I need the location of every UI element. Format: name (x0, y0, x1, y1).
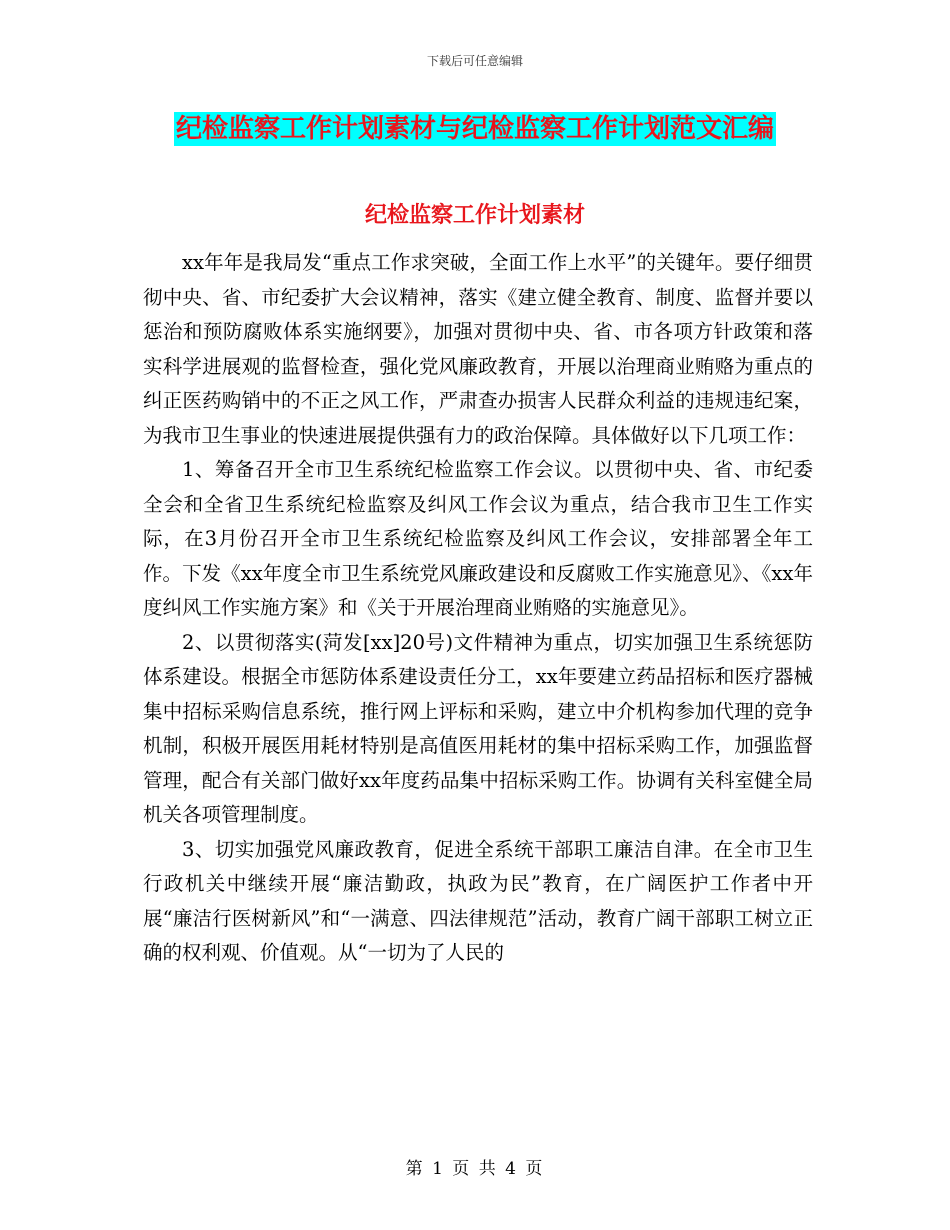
paragraph-item-3: 3、切实加强党风廉政教育，促进全系统干部职工廉洁自津。在全市卫生行政机关中继续开展“廉洁勤政，执政为民”教育，在广阔医护工作者中开展“廉洁行医树新风”和“一满意、四法律规范”活动，教育广阔干部职工树立正确的权利观、价值观。从“一切为了人民的 (143, 837, 813, 964)
page-number: 第 1 页 共 4 页 (405, 1159, 545, 1179)
page-header-note: 下载后可任意编辑 (426, 54, 523, 68)
document-title (0, 108, 950, 145)
document-body (143, 246, 813, 971)
paragraph-item-1: 1、筹备召开全市卫生系统纪检监察工作会议。以贯彻中央、省、市纪委全会和全省卫生系统纪检监察及纠风工作会议为重点，结合我市卫生工作实际，在3月份召开全市卫生系统纪检监察及纠风工作会议，安排部署全年工作。下发《xx年度全市卫生系统党风廉政建设和反腐败工作实施意见》、《xx年度纠风工作实施方案》和《关于开展治理商业贿赂的实施意见》。 (143, 458, 813, 619)
document-title-text: 纪检监察工作计划素材与纪检监察工作计划范文汇编 (175, 114, 774, 144)
paragraph-intro: xx年年是我局发“重点工作求突破，全面工作上水平”的关键年。要仔细贯彻中央、省、市纪委扩大会议精神，落实《建立健全教育、制度、监督并要以惩治和预防腐败体系实施纲要》，加强对贯彻中央、省、市各项方针政策和落实科学进展观的监督检查，强化党风廉政教育，开展以治理商业贿赂为重点的纠正医药购销中的不正之风工作，严肃查办损害人民群众利益的违规违纪案，为我市卫生事业的快速进展提供强有力的政治保障。具体做好以下几项工作： (143, 251, 813, 447)
paragraph-item-2: 2、以贯彻落实(菏发[xx]20号)文件精神为重点，切实加强卫生系统惩防体系建设。根据全市惩防体系建设责任分工，xx年要建立药品招标和医疗器械集中招标采购信息系统，推行网上评标和采购，建立中介机构参加代理的竞争机制，积极开展医用耗材特别是高值医用耗材的集中招标采购工作，加强监督管理，配合有关部门做好xx年度药品集中招标采购工作。协调有关科室健全局机关各项管理制度。 (143, 630, 813, 826)
section-title: 纪检监察工作计划素材 (364, 203, 585, 228)
